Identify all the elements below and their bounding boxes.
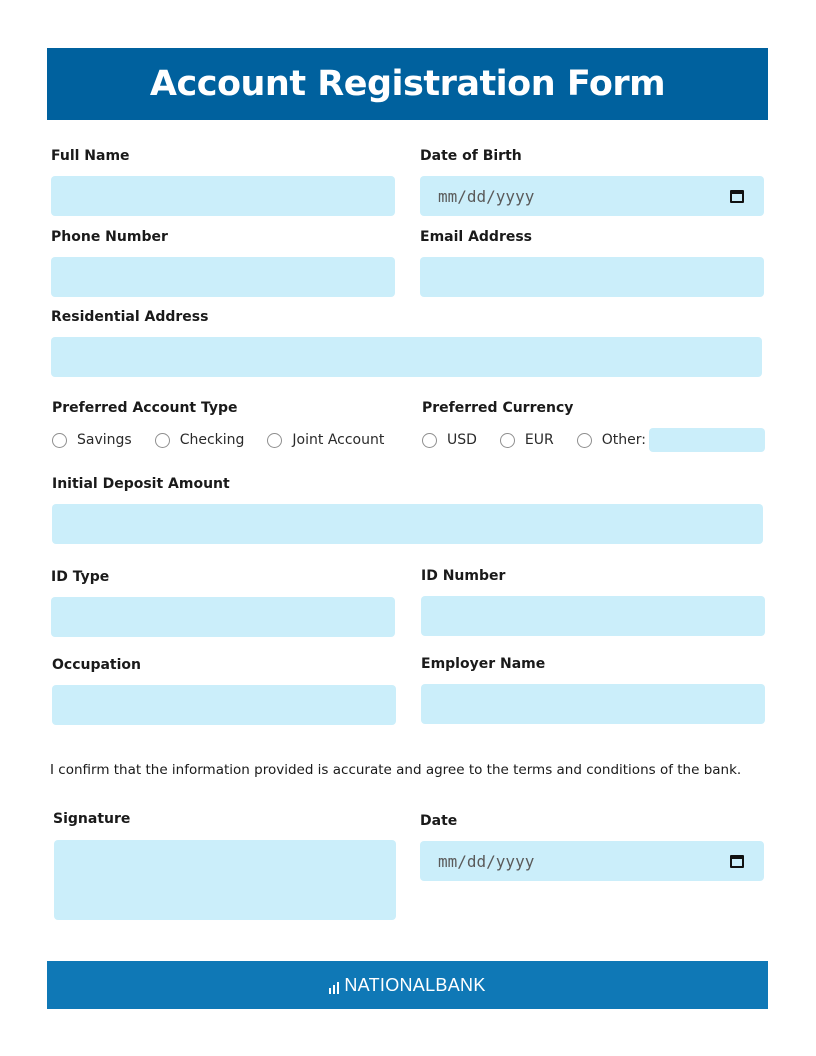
radio-option-savings[interactable]	[52, 432, 132, 448]
radio-option-usd[interactable]	[422, 432, 477, 448]
radio-option-checking[interactable]	[155, 432, 245, 448]
initial-deposit-field[interactable]	[52, 504, 763, 544]
footer-bar	[47, 961, 768, 1009]
phone-number-label: Phone Number	[51, 229, 168, 245]
radio-label-other: Other:	[601, 432, 646, 448]
calendar-icon[interactable]	[730, 189, 744, 203]
bank-logo-text: NATIONALBANK	[344, 975, 486, 995]
radio-option-joint-account[interactable]	[267, 432, 384, 448]
radio-button-joint-account[interactable]	[267, 433, 282, 448]
radio-option-eur[interactable]	[500, 432, 554, 448]
id-number-field[interactable]	[421, 596, 765, 636]
residential-address-field[interactable]	[51, 337, 762, 377]
id-number-label: ID Number	[421, 568, 506, 584]
currency-radio-group	[422, 430, 654, 450]
account-type-radio-group	[52, 430, 407, 450]
radio-label-savings: Savings	[77, 432, 132, 448]
date-field[interactable]	[420, 841, 764, 881]
email-address-field[interactable]	[420, 257, 764, 297]
radio-button-other[interactable]	[577, 433, 592, 448]
date-of-birth-label: Date of Birth	[420, 148, 522, 164]
radio-option-other[interactable]	[577, 432, 646, 448]
email-address-label: Email Address	[420, 229, 533, 245]
confirmation-text: I confirm that the information provided is accurate and agree to the terms and conditions of the bank.	[50, 762, 742, 778]
phone-number-field[interactable]	[51, 257, 395, 297]
calendar-icon[interactable]	[730, 854, 744, 868]
id-type-field[interactable]	[51, 597, 395, 637]
id-type-label: ID Type	[51, 569, 110, 585]
date-of-birth-field[interactable]	[420, 176, 764, 216]
initial-deposit-label: Initial Deposit Amount	[52, 476, 230, 492]
radio-button-savings[interactable]	[52, 433, 67, 448]
other-currency-field[interactable]	[649, 428, 765, 452]
page-title: Account Registration Form	[149, 64, 666, 104]
bank-logo	[329, 976, 485, 994]
radio-label-usd: USD	[447, 432, 477, 448]
occupation-label: Occupation	[52, 657, 142, 673]
radio-label-eur: EUR	[524, 432, 554, 448]
full-name-label: Full Name	[51, 148, 130, 164]
radio-label-checking: Checking	[179, 432, 245, 448]
date-of-birth-placeholder: mm/dd/yyyy	[438, 186, 535, 206]
employer-name-label: Employer Name	[421, 656, 546, 672]
signature-label: Signature	[53, 811, 131, 827]
signature-field[interactable]	[54, 840, 396, 920]
occupation-field[interactable]	[52, 685, 396, 725]
radio-label-joint-account: Joint Account	[292, 432, 385, 448]
radio-button-usd[interactable]	[422, 433, 437, 448]
form-header	[47, 48, 768, 120]
residential-address-label: Residential Address	[51, 309, 209, 325]
radio-button-eur[interactable]	[500, 433, 515, 448]
employer-name-field[interactable]	[421, 684, 765, 724]
date-label: Date	[420, 813, 458, 829]
date-placeholder: mm/dd/yyyy	[438, 851, 535, 871]
radio-button-checking[interactable]	[155, 433, 170, 448]
full-name-field[interactable]	[51, 176, 395, 216]
currency-label: Preferred Currency	[422, 400, 574, 416]
signal-bars-icon	[329, 982, 341, 994]
account-type-label: Preferred Account Type	[52, 400, 238, 416]
